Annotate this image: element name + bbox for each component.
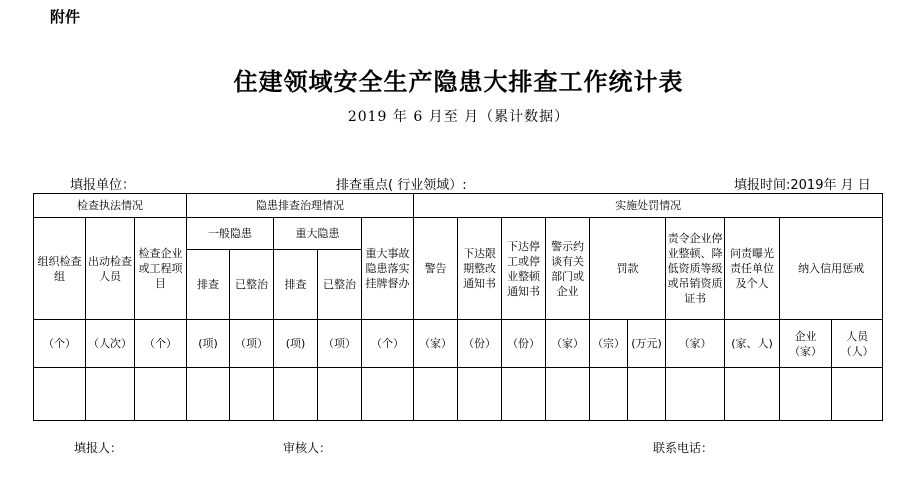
reporting-unit-label: 填报单位： — [70, 178, 136, 193]
unit-cell: 人员（人） — [832, 320, 883, 368]
unit-cell: （份） — [458, 320, 502, 368]
group-header-row — [34, 194, 883, 218]
statistics-table — [33, 193, 883, 421]
unit-cell: （家） — [666, 320, 725, 368]
entry-cell[interactable] — [34, 368, 86, 421]
phone-label: 联系电话： — [653, 441, 714, 455]
page-subtitle: 2019 年 6 月至 月（累计数据） — [347, 109, 570, 125]
entry-cell[interactable] — [274, 368, 318, 421]
sub-header-row — [34, 218, 883, 250]
subgroup-general: 一般隐患 — [187, 218, 274, 250]
header-general-check: 排查 — [187, 250, 230, 320]
unit-cell: （个） — [135, 320, 187, 368]
entry-row — [34, 368, 883, 421]
entry-cell[interactable] — [318, 368, 362, 421]
header-major-supervise: 重大事故隐患落实挂牌督办 — [362, 218, 414, 320]
page-title: 住建领域安全生产隐患大排查工作统计表 — [233, 68, 684, 96]
unit-cell: （家） — [414, 320, 458, 368]
unit-cell: （家） — [546, 320, 590, 368]
group-hazard: 隐患排查治理情况 — [187, 194, 414, 218]
entry-cell[interactable] — [725, 368, 780, 421]
entry-cell[interactable] — [590, 368, 628, 421]
header-enterprise: 检查企业或工程项目 — [135, 218, 187, 320]
header-accountability: 问责曝光责任单位及个人 — [725, 218, 780, 320]
unit-cell: (项) — [274, 320, 318, 368]
entry-cell[interactable] — [832, 368, 883, 421]
subgroup-major: 重大隐患 — [274, 218, 362, 250]
entry-cell[interactable] — [546, 368, 590, 421]
entry-cell[interactable] — [135, 368, 187, 421]
header-org: 组织检查组 — [34, 218, 86, 320]
header-major-check: 排查 — [274, 250, 318, 320]
unit-cell: (家、人) — [725, 320, 780, 368]
header-major-fixed: 已整治 — [318, 250, 362, 320]
header-fine: 罚款 — [590, 218, 666, 320]
reporting-time-label: 填报时间:2019年 月 日 — [734, 178, 871, 193]
entry-cell[interactable] — [86, 368, 135, 421]
header-warning: 警告 — [414, 218, 458, 320]
inspection-focus-label: 排查重点( 行业领域）: — [336, 178, 467, 193]
header-credit: 纳入信用惩戒 — [780, 218, 883, 320]
unit-row — [34, 320, 883, 368]
header-suspend-notice: 下达停工或停业整顿通知书 — [502, 218, 546, 320]
entry-cell[interactable] — [458, 368, 502, 421]
unit-cell: （个） — [362, 320, 414, 368]
unit-cell: 企业（家） — [780, 320, 832, 368]
entry-cell[interactable] — [666, 368, 725, 421]
header-interview: 警示约谈有关部门或企业 — [546, 218, 590, 320]
entry-cell[interactable] — [780, 368, 832, 421]
entry-cell[interactable] — [414, 368, 458, 421]
header-staff: 出动检查人员 — [86, 218, 135, 320]
entry-cell[interactable] — [230, 368, 274, 421]
unit-cell: （人次） — [86, 320, 135, 368]
group-penalty: 实施处罚情况 — [414, 194, 883, 218]
unit-cell: (万元) — [628, 320, 666, 368]
reviewer-label: 审核人： — [283, 441, 332, 455]
unit-cell: （项） — [230, 320, 274, 368]
unit-cell: （个） — [34, 320, 86, 368]
entry-cell[interactable] — [502, 368, 546, 421]
header-general-fixed: 已整治 — [230, 250, 274, 320]
entry-cell[interactable] — [628, 368, 666, 421]
unit-cell: （宗） — [590, 320, 628, 368]
unit-cell: （项） — [318, 320, 362, 368]
entry-cell[interactable] — [187, 368, 230, 421]
attachment-label: 附件 — [50, 8, 81, 26]
entry-cell[interactable] — [362, 368, 414, 421]
unit-cell: (项) — [187, 320, 230, 368]
filler-label: 填报人： — [74, 441, 123, 455]
header-rectify-notice: 下达限期整改通知书 — [458, 218, 502, 320]
unit-cell: （份） — [502, 320, 546, 368]
group-inspection: 检查执法情况 — [34, 194, 187, 218]
header-order-suspend: 责令企业停业整顿、降低资质等级或吊销资质证书 — [666, 218, 725, 320]
